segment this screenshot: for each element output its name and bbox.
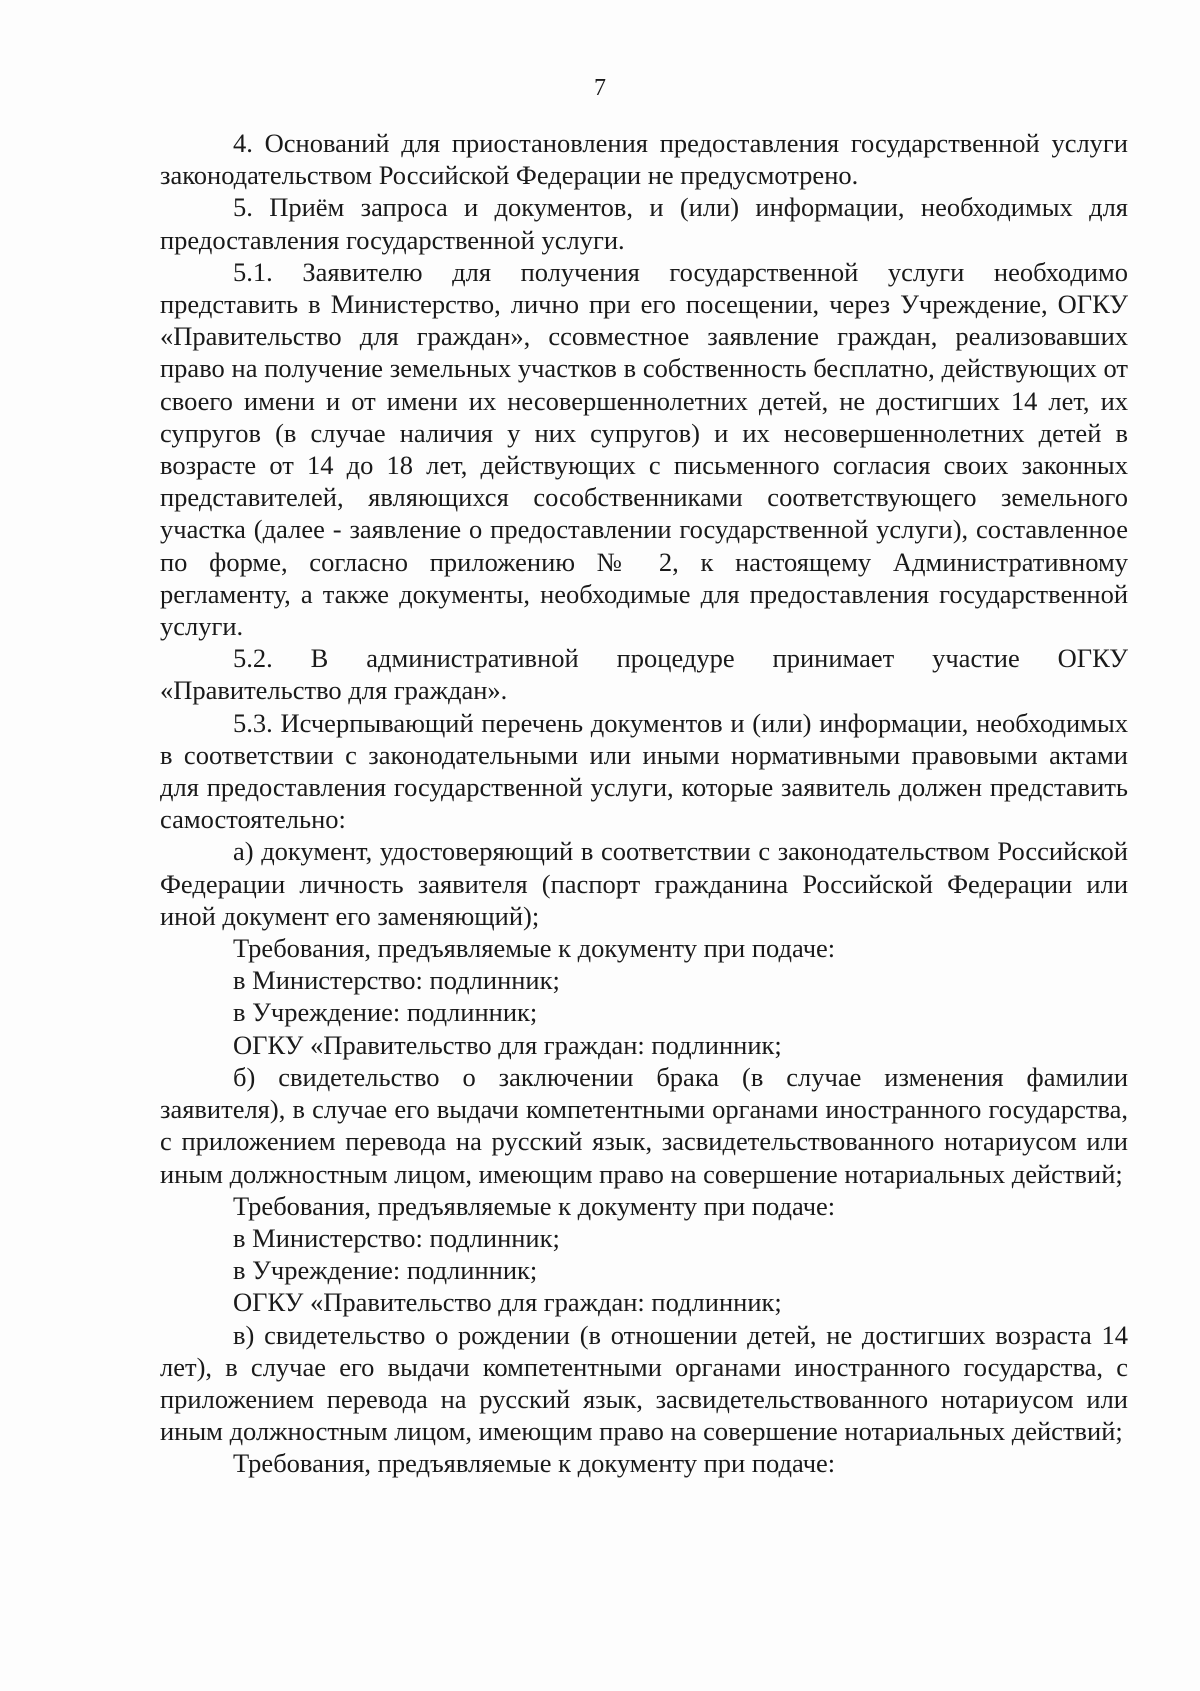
requirements-heading: Требования, предъявляемые к документу при подаче: xyxy=(233,933,836,964)
requirement-institution: в Учреждение: подлинник; xyxy=(233,1255,538,1286)
paragraph-5-2-participant: 5.2. В административной процедуре принимает участие ОГКУ «Правительство для граждан». xyxy=(160,643,1128,706)
document-body xyxy=(160,127,1128,1480)
requirement-ogku: ОГКУ «Правительство для граждан: подлинник; xyxy=(233,1287,782,1318)
requirements-heading: Требования, предъявляемые к документу при подаче: xyxy=(233,1448,836,1479)
requirement-ogku: ОГКУ «Правительство для граждан: подлинник; xyxy=(233,1029,782,1060)
paragraph-4-no-suspension: 4. Оснований для приостановления предоставления государственной услуги законодательством Российской Федерации не предусмотрено. xyxy=(160,128,1128,191)
item-v-birth-certificate: в) свидетельство о рождении (в отношении детей, не достигших возраста 14 лет), в случае его выдачи компетентными органами иностранного государства, с приложением перевода на русский язык, засвидетельствованного нотариусом или иным должностным лицом, имеющим право на совершение нотариальных действий; xyxy=(160,1319,1128,1447)
requirement-institution: в Учреждение: подлинник; xyxy=(233,997,538,1028)
item-b-marriage-certificate: б) свидетельство о заключении брака (в случае изменения фамилии заявителя), в случае его выдачи компетентными органами иностранного государства, с приложением перевода на русский язык, засвидетельствованного нотариусом или иным должностным лицом, имеющим право на совершение нотариальных действий; xyxy=(160,1061,1128,1189)
paragraph-5-1-application: 5.1. Заявителю для получения государственной услуги необходимо представить в Министерство, лично при его посещении, через Учреждение, ОГКУ «Правительство для граждан», ссовместное заявление граждан, реализовавших право на получение земельных участков в собственность бесплатно, действующих от своего имени и от имени их несовершеннолетних детей, не достигших 14 лет, их супругов (в случае наличия у них супругов) и их несовершеннолетних детей в возрасте от 14 до 18 лет, действующих с письменного согласия своих законных представителей, являющихся сособственниками соответствующего земельного участка (далее - заявление о предоставлении государственной услуги), составленное по форме, согласно приложению № 2, к настоящему Административному регламенту, а также документы, необходимые для предоставления государственной услуги. xyxy=(160,256,1128,642)
paragraph-5-acceptance: 5. Приём запроса и документов, и (или) информации, необходимых для предоставления государственной услуги. xyxy=(160,192,1128,255)
paragraph-5-3-document-list: 5.3. Исчерпывающий перечень документов и (или) информации, необходимых в соответствии с законодательными или иными нормативными правовыми актами для предоставления государственной услуги, которые заявитель должен представить самостоятельно: xyxy=(160,707,1128,835)
requirements-heading: Требования, предъявляемые к документу при подаче: xyxy=(233,1190,836,1221)
requirement-ministry: в Министерство: подлинник; xyxy=(233,965,560,996)
item-a-identity-document: а) документ, удостоверяющий в соответствии с законодательством Российской Федерации личность заявителя (паспорт гражданина Российской Федерации или иной документ его заменяющий); xyxy=(160,836,1128,931)
requirement-ministry: в Министерство: подлинник; xyxy=(233,1222,560,1253)
page-number: 7 xyxy=(594,75,606,101)
